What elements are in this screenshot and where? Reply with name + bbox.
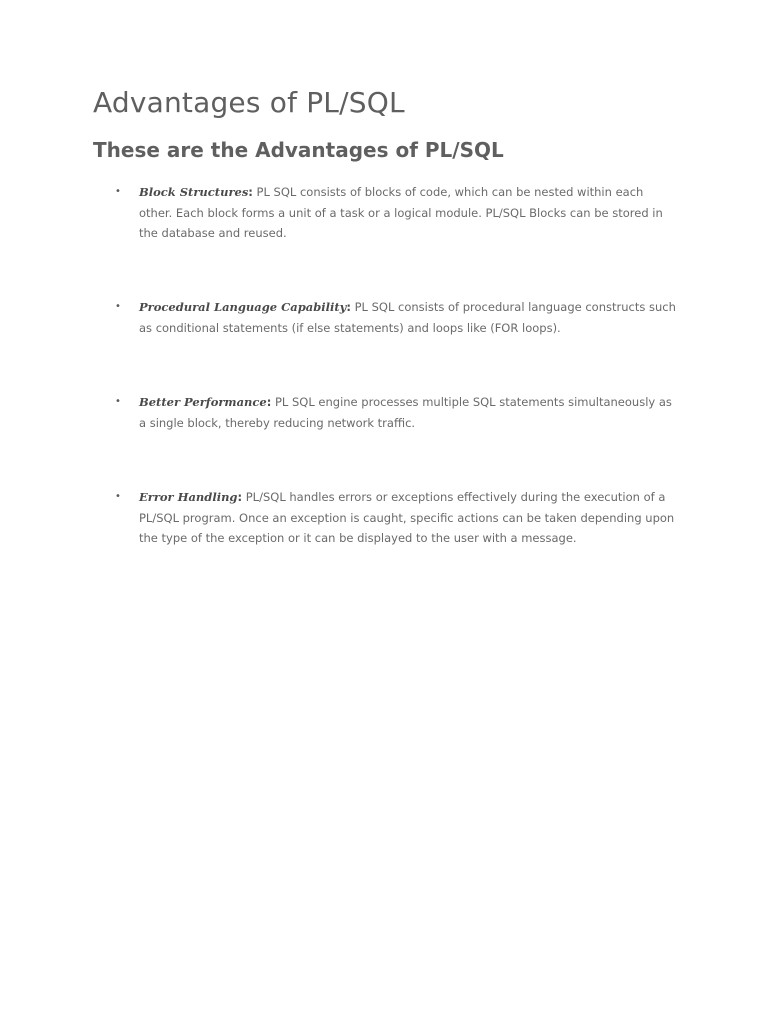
bullet-icon: •: [115, 186, 121, 197]
item-text: PL SQL consists of blocks of code, which can be nested within each other. Each block forms a unit of a task or a logical module. PL/SQL Blocks can be stored in the database and reused.: [139, 185, 663, 240]
item-term: Block Structures: [139, 185, 249, 199]
item-term: Error Handling: [139, 490, 238, 504]
page-title: Advantages of PL/SQL: [93, 86, 405, 119]
list-item: [115, 487, 679, 549]
list-item: [115, 297, 679, 338]
item-term: Procedural Language Capability: [139, 300, 347, 314]
item-colon: :: [237, 490, 243, 504]
item-colon: :: [266, 395, 272, 409]
item-text: PL SQL engine processes multiple SQL statements simultaneously as a single block, thereby reducing network traffic.: [139, 395, 672, 430]
list-item: [115, 182, 679, 244]
bullet-icon: •: [115, 301, 121, 312]
bullet-icon: •: [115, 491, 121, 502]
item-colon: :: [248, 185, 253, 199]
item-text: PL/SQL handles errors or exceptions effectively during the execution of a PL/SQL program. Once an exception is caught, specific actions can be taken depending upon the type of the exception or it can be displayed to the user with a message.: [139, 490, 675, 545]
bullet-icon: •: [115, 396, 121, 407]
item-colon: :: [346, 300, 351, 314]
section-heading: These are the Advantages of PL/SQL: [93, 138, 504, 162]
item-text: PL SQL consists of procedural language constructs such as conditional statements (if else statements) and loops like (FOR loops).: [139, 300, 676, 335]
item-term: Better Performance: [139, 395, 267, 409]
list-item: [115, 392, 679, 433]
